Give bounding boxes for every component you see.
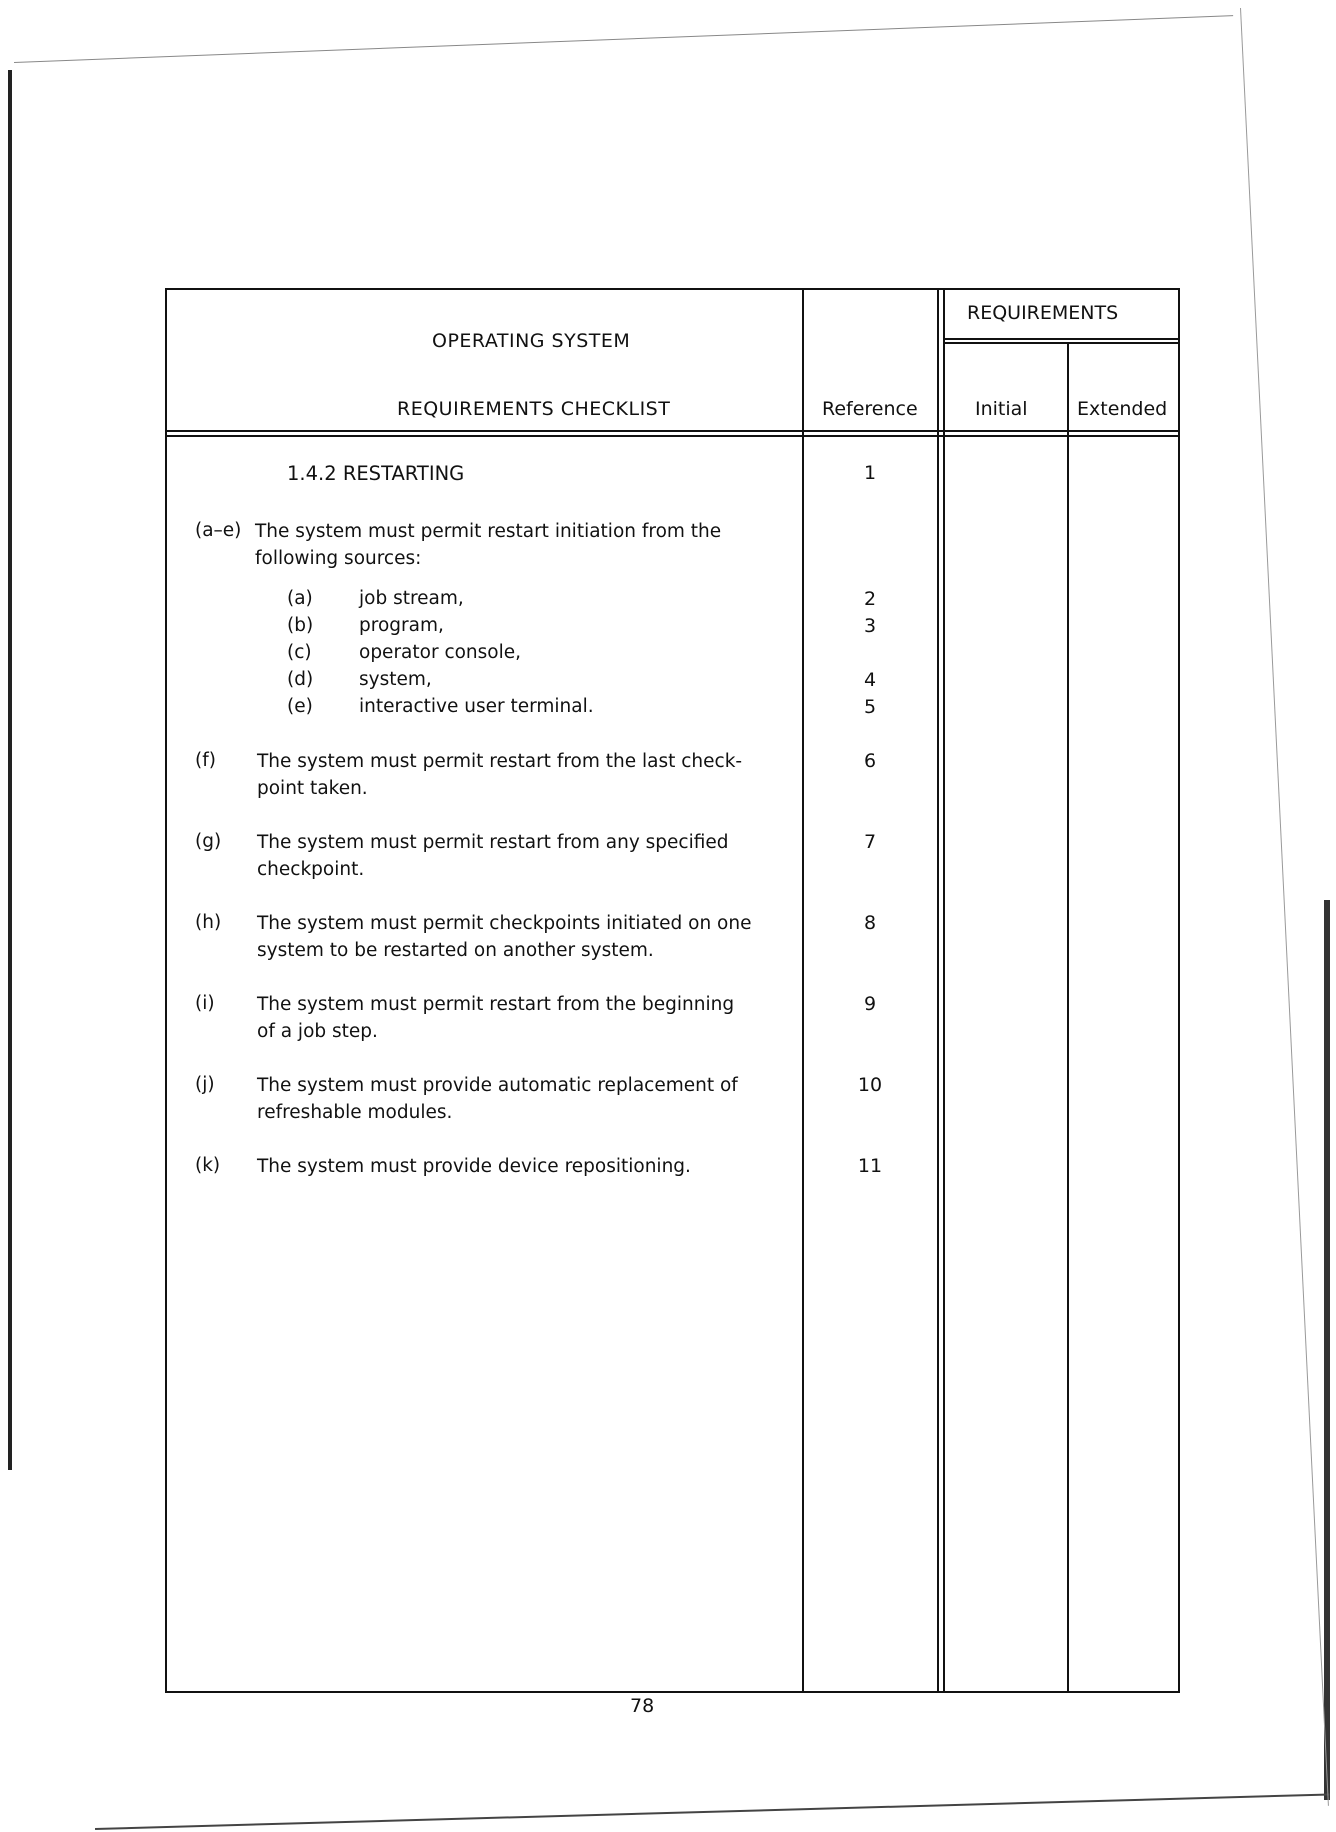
- source-text-b: program,: [359, 615, 444, 636]
- column-header-reference: Reference: [822, 398, 918, 420]
- section-heading-ref: 1: [863, 462, 877, 484]
- item-text-j: [257, 1072, 738, 1126]
- item-text-i: [257, 991, 734, 1045]
- item-text-g: [257, 829, 729, 883]
- page-number: 78: [630, 1695, 655, 1717]
- table-title-line1: OPERATING SYSTEM: [432, 330, 631, 352]
- source-ref-a: 2: [863, 588, 877, 610]
- item-ref-g: 7: [863, 831, 877, 853]
- item-text-g-line2: checkpoint.: [257, 859, 365, 880]
- source-text-a: job stream,: [359, 588, 464, 609]
- item-text-a-e-line1: The system must permit restart initiation from the: [255, 521, 722, 542]
- requirements-group-rule-b: [943, 342, 1178, 344]
- item-ref-i: 9: [863, 993, 877, 1015]
- item-ref-h: 8: [863, 912, 877, 934]
- source-text-e: interactive user terminal.: [359, 696, 594, 717]
- source-letter-c: (c): [287, 642, 312, 663]
- item-letter-k: (k): [195, 1155, 221, 1176]
- source-ref-b: 3: [863, 615, 877, 637]
- checklist-table: [165, 288, 1180, 1693]
- item-text-f-line1: The system must permit restart from the last check-: [257, 751, 743, 772]
- divider-reference: [802, 290, 804, 1691]
- item-letter-f: (f): [195, 750, 216, 771]
- item-text-f-line2: point taken.: [257, 778, 368, 799]
- header-rule-b: [167, 435, 1178, 437]
- column-header-requirements: REQUIREMENTS: [967, 302, 1119, 324]
- item-text-f: [257, 748, 742, 802]
- item-ref-j: 10: [857, 1074, 883, 1096]
- source-ref-d: 4: [863, 669, 877, 691]
- item-text-j-line1: The system must provide automatic replacement of: [257, 1075, 738, 1096]
- source-ref-e: 5: [863, 696, 877, 718]
- source-letter-b: (b): [287, 615, 314, 636]
- scan-edge-left: [8, 70, 12, 1470]
- divider-requirements-a: [937, 290, 939, 1691]
- header-rule-a: [167, 430, 1178, 432]
- item-text-h-line1: The system must permit checkpoints initiated on one: [257, 913, 752, 934]
- item-text-k-line1: The system must provide device repositioning.: [257, 1156, 691, 1177]
- item-text-k: [257, 1153, 691, 1180]
- scan-edge-bottom: [95, 1794, 1330, 1830]
- scan-edge-right: [1324, 900, 1330, 1800]
- source-letter-e: (e): [287, 696, 313, 717]
- item-letter-g: (g): [195, 831, 222, 852]
- section-heading: 1.4.2 RESTARTING: [287, 462, 465, 485]
- scan-edge-page-side: [1240, 8, 1329, 1806]
- item-text-h: [257, 910, 751, 964]
- item-text-j-line2: refreshable modules.: [257, 1102, 453, 1123]
- scan-edge-top: [14, 15, 1233, 63]
- item-text-a-e-line2: following sources:: [255, 548, 422, 569]
- item-letter-i: (i): [195, 993, 215, 1014]
- item-ref-f: 6: [863, 750, 877, 772]
- requirements-group-rule-a: [943, 338, 1178, 340]
- column-header-extended: Extended: [1077, 398, 1168, 420]
- item-letter-j: (j): [195, 1074, 215, 1095]
- item-text-i-line1: The system must permit restart from the beginning: [257, 994, 735, 1015]
- item-text-g-line1: The system must permit restart from any specified: [257, 832, 729, 853]
- item-letter-a-e: (a–e): [195, 520, 242, 541]
- divider-initial-extended: [1067, 342, 1069, 1691]
- source-letter-a: (a): [287, 588, 313, 609]
- column-header-initial: Initial: [975, 398, 1028, 420]
- source-letter-d: (d): [287, 669, 314, 690]
- divider-requirements-b: [943, 290, 945, 1691]
- table-title-line2: REQUIREMENTS CHECKLIST: [397, 398, 671, 420]
- item-letter-h: (h): [195, 912, 222, 933]
- source-text-c: operator console,: [359, 642, 522, 663]
- source-text-d: system,: [359, 669, 432, 690]
- item-text-a-e: [255, 518, 721, 572]
- item-ref-k: 11: [857, 1155, 883, 1177]
- item-text-i-line2: of a job step.: [257, 1021, 378, 1042]
- item-text-h-line2: system to be restarted on another system.: [257, 940, 654, 961]
